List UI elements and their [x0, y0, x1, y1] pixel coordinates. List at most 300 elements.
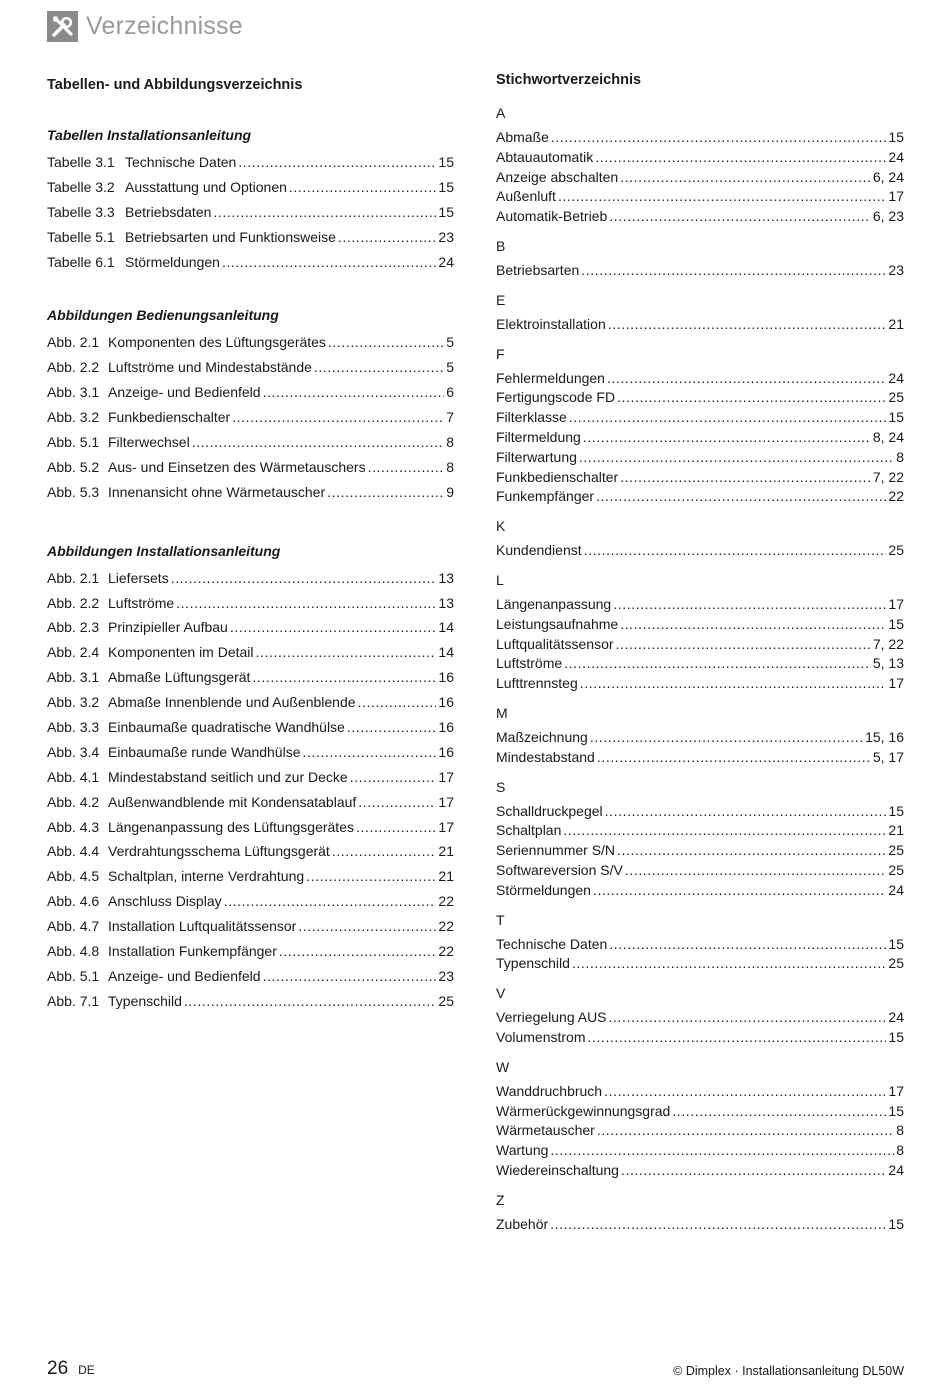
index-pages: 17	[888, 675, 904, 692]
toc-entry	[47, 175, 454, 200]
dot-leader	[314, 355, 444, 380]
index-entry	[496, 487, 904, 507]
index-entry	[496, 595, 904, 615]
entry-page: 24	[438, 253, 454, 270]
index-entry	[496, 128, 904, 148]
entry-title: Ausstattung und Optionen	[125, 178, 287, 195]
footer-page-info	[47, 1358, 95, 1380]
dot-leader	[350, 765, 437, 790]
index-letter: F	[496, 345, 505, 362]
index-pages: 21	[888, 822, 904, 839]
index-pages: 15, 16	[865, 728, 904, 745]
entry-title: Funkbedienschalter	[108, 409, 231, 426]
toc-entry	[47, 640, 454, 665]
entry-page: 21	[438, 868, 454, 885]
page-number: 26	[47, 1358, 69, 1379]
dot-leader	[368, 455, 445, 480]
entry-page: 7	[446, 409, 454, 426]
index-entry	[496, 728, 904, 748]
dot-leader	[298, 914, 436, 939]
index-entry	[496, 408, 904, 428]
entry-number: Tabelle 6.1	[47, 253, 115, 270]
entry-title: Anschluss Display	[108, 893, 222, 910]
dot-leader	[563, 821, 886, 841]
toc-entry	[47, 715, 454, 740]
entry-page: 16	[438, 694, 454, 711]
dot-leader	[597, 748, 871, 768]
entry-page: 17	[438, 793, 454, 810]
entry-number: Abb. 5.3	[47, 483, 100, 500]
index-entry	[496, 1161, 904, 1181]
entry-title: Komponenten des Lüftungsgerätes	[108, 334, 326, 351]
entry-number: Abb. 5.1	[47, 967, 100, 984]
index-group	[496, 1082, 904, 1181]
entry-page: 16	[438, 719, 454, 736]
toc-entry	[47, 480, 454, 505]
index-term: Leistungsaufnahme	[496, 615, 619, 632]
entry-title: Abmaße Innenblende und Außenblende	[108, 694, 356, 711]
index-pages: 5, 17	[872, 748, 904, 765]
index-term: Wärmetauscher	[496, 1122, 595, 1139]
entry-number: Tabelle 5.1	[47, 228, 115, 245]
toc-entry	[47, 839, 454, 864]
index-entry	[496, 187, 904, 207]
dot-leader	[338, 225, 437, 250]
dot-leader	[263, 964, 437, 989]
entry-number: Tabelle 3.1	[47, 154, 115, 170]
entry-page: 8	[446, 434, 454, 451]
index-pages: 15	[888, 615, 904, 632]
index-term: Längenanpassung	[496, 595, 612, 612]
index-entry	[496, 541, 904, 561]
entry-number: Abb. 4.1	[47, 768, 100, 785]
entry-title: Innenansicht ohne Wärmetauscher	[108, 483, 326, 500]
dot-leader	[332, 839, 437, 864]
index-term: Abmaße	[496, 129, 549, 145]
entry-title: Filterwechsel	[108, 434, 190, 451]
entry-title: Technische Daten	[125, 154, 237, 170]
index-pages: 17	[888, 595, 904, 612]
index-letter: E	[496, 291, 506, 308]
toc-entry	[47, 200, 454, 225]
entry-page: 17	[438, 768, 454, 785]
index-pages: 15	[888, 935, 904, 952]
dot-leader	[558, 187, 886, 207]
entry-page: 13	[438, 594, 454, 611]
index-pages: 21	[888, 315, 904, 332]
dot-leader	[609, 207, 871, 227]
dot-leader	[607, 369, 886, 389]
index-pages: 6, 24	[872, 168, 904, 185]
dot-leader	[222, 250, 436, 275]
index-letter: K	[496, 518, 506, 535]
index-pages: 24	[888, 1161, 904, 1178]
index-term: Verriegelung AUS	[496, 1009, 607, 1026]
index-term: Luftqualitätssensor	[496, 635, 614, 652]
entry-number: Abb. 2.1	[47, 569, 100, 586]
left-heading: Tabellen- und Abbildungsverzeichnis	[47, 77, 303, 93]
dot-leader	[597, 1121, 894, 1141]
entry-title: Komponenten im Detail	[108, 644, 254, 661]
dot-leader	[551, 128, 887, 148]
dot-leader	[596, 487, 886, 507]
entry-page: 16	[438, 669, 454, 686]
index-letter: W	[496, 1058, 510, 1075]
index-pages: 17	[888, 1082, 904, 1099]
dot-leader	[550, 1215, 886, 1235]
index-term: Störmeldungen	[496, 881, 591, 898]
index-entry	[496, 468, 904, 488]
dot-leader	[572, 954, 886, 974]
dot-leader	[617, 841, 886, 861]
entry-number: Abb. 5.2	[47, 458, 100, 475]
index-term: Funkempfänger	[496, 488, 595, 505]
index-letter: B	[496, 237, 506, 254]
index-term: Typenschild	[496, 955, 570, 972]
entry-page: 23	[438, 228, 454, 245]
index-pages: 8	[896, 448, 904, 465]
index-letter: V	[496, 985, 506, 1002]
dot-leader	[252, 665, 436, 690]
entry-title: Außenwandblende mit Kondensatablauf	[108, 793, 357, 810]
dot-leader	[328, 330, 444, 355]
entry-page: 15	[438, 154, 454, 170]
toc-entry	[47, 690, 454, 715]
index-term: Fehlermeldungen	[496, 369, 605, 386]
dot-leader	[230, 615, 437, 640]
entry-page: 16	[438, 743, 454, 760]
dot-leader	[587, 1028, 886, 1048]
entry-number: Abb. 2.1	[47, 334, 100, 351]
index-pages: 24	[888, 148, 904, 165]
entry-page: 15	[438, 203, 454, 220]
dot-leader	[595, 148, 886, 168]
entry-number: Abb. 7.1	[47, 992, 100, 1009]
dot-leader	[620, 468, 871, 488]
index-term: Luftströme	[496, 655, 563, 672]
index-pages: 7, 22	[872, 635, 904, 652]
entry-number: Abb. 3.1	[47, 384, 100, 401]
index-term: Anzeige abschalten	[496, 168, 619, 185]
dot-leader	[579, 448, 894, 468]
index-pages: 17	[888, 188, 904, 205]
entry-title: Aus- und Einsetzen des Wärmetauschers	[108, 458, 366, 475]
dot-leader	[347, 715, 437, 740]
index-entry	[496, 861, 904, 881]
entry-page: 21	[438, 843, 454, 860]
entry-number: Abb. 4.5	[47, 868, 100, 885]
entry-number: Abb. 3.4	[47, 743, 100, 760]
index-term: Wiedereinschaltung	[496, 1161, 619, 1178]
dot-leader	[192, 430, 445, 455]
index-group	[496, 728, 904, 768]
index-entry	[496, 388, 904, 408]
dot-leader	[358, 790, 436, 815]
dot-leader	[609, 1008, 887, 1028]
entry-title: Betriebsdaten	[125, 203, 212, 220]
toc-entry	[47, 430, 454, 455]
index-pages: 25	[888, 955, 904, 972]
index-term: Zubehör	[496, 1215, 549, 1232]
index-term: Mindestabstand	[496, 748, 595, 765]
dot-leader	[263, 380, 445, 405]
entry-number: Abb. 4.6	[47, 893, 100, 910]
index-entry	[496, 635, 904, 655]
dot-leader	[256, 640, 437, 665]
index-entry	[496, 841, 904, 861]
keyword-groups	[496, 98, 904, 1234]
entry-page: 23	[438, 967, 454, 984]
footer-copyright: © Dimplex · Installationsanleitung DL50W	[673, 1364, 904, 1378]
index-pages: 15	[888, 129, 904, 145]
dot-leader	[621, 1161, 886, 1181]
toc-entry	[47, 330, 454, 355]
entry-number: Abb. 4.4	[47, 843, 100, 860]
index-pages: 8	[896, 1122, 904, 1139]
index-entry	[496, 954, 904, 974]
entry-title: Störmeldungen	[125, 253, 220, 270]
entry-page: 6	[446, 384, 454, 401]
index-letter: S	[496, 778, 506, 795]
toc-entry	[47, 889, 454, 914]
figures-tables-index	[47, 77, 454, 1014]
index-group	[496, 369, 904, 508]
dot-leader	[580, 674, 887, 694]
index-term: Volumenstrom	[496, 1028, 586, 1045]
toc-entry	[47, 591, 454, 616]
index-term: Maßzeichnung	[496, 728, 588, 745]
toc-entry	[47, 740, 454, 765]
toc-entry	[47, 765, 454, 790]
dot-leader	[583, 428, 871, 448]
toc-entry	[47, 790, 454, 815]
index-pages: 8	[896, 1142, 904, 1159]
index-term: Technische Daten	[496, 935, 608, 952]
toc-entry	[47, 964, 454, 989]
index-entry	[496, 802, 904, 822]
index-group	[496, 1215, 904, 1235]
left-sections	[47, 127, 454, 1014]
dot-leader	[608, 315, 887, 335]
index-pages: 25	[888, 861, 904, 878]
entry-page: 14	[438, 619, 454, 636]
index-entry	[496, 168, 904, 188]
index-entry	[496, 207, 904, 227]
entry-page: 14	[438, 644, 454, 661]
entry-title: Verdrahtungsschema Lüftungsgerät	[108, 843, 330, 860]
entry-page: 5	[446, 334, 454, 351]
right-heading: Stichwortverzeichnis	[496, 72, 642, 88]
toc-entry	[47, 665, 454, 690]
entry-title: Abmaße Lüftungsgerät	[108, 669, 251, 686]
index-term: Funkbedienschalter	[496, 468, 619, 485]
entry-title: Typenschild	[108, 992, 182, 1009]
entry-title: Längenanpassung des Lüftungsgerätes	[108, 818, 354, 835]
index-term: Betriebsarten	[496, 261, 580, 278]
toc-entry	[47, 914, 454, 939]
index-entry	[496, 1141, 904, 1161]
toc-entry	[47, 150, 454, 175]
index-entry	[496, 935, 904, 955]
dot-leader	[184, 989, 436, 1014]
index-entry	[496, 148, 904, 168]
entry-title: Installation Luftqualitätssensor	[108, 918, 297, 935]
index-term: Abtauautomatik	[496, 148, 594, 165]
index-entry	[496, 1102, 904, 1122]
index-term: Wärmerückgewinnungsgrad	[496, 1102, 671, 1119]
toc-entry	[47, 615, 454, 640]
entry-number: Abb. 3.3	[47, 719, 100, 736]
dot-leader	[590, 728, 863, 748]
entry-page: 15	[438, 178, 454, 195]
section-heading: Abbildungen Installationsanleitung	[47, 542, 281, 559]
index-entry	[496, 1028, 904, 1048]
index-pages: 25	[888, 542, 904, 559]
index-term: Fertigungscode FD	[496, 389, 616, 406]
dot-leader	[176, 591, 436, 616]
entry-title: Schaltplan, interne Verdrahtung	[108, 868, 305, 885]
index-group	[496, 261, 904, 281]
index-entry	[496, 369, 904, 389]
dot-leader	[303, 740, 437, 765]
section-title: Verzeichnisse	[86, 11, 243, 40]
entry-number: Abb. 4.8	[47, 943, 100, 960]
page-header	[47, 10, 243, 42]
entry-page: 22	[438, 918, 454, 935]
index-pages: 15	[888, 802, 904, 819]
toc-entry	[47, 225, 454, 250]
index-pages: 5, 13	[872, 655, 904, 672]
entry-number: Abb. 5.1	[47, 434, 100, 451]
entry-title: Anzeige- und Bedienfeld	[108, 967, 261, 984]
keyword-index	[496, 72, 904, 1238]
index-term: Kundendienst	[496, 542, 582, 559]
dot-leader	[616, 635, 871, 655]
index-term: Filterwartung	[496, 448, 577, 465]
entry-title: Einbaumaße quadratische Wandhülse	[108, 719, 345, 736]
dot-leader	[593, 881, 886, 901]
entry-number: Abb. 3.2	[47, 409, 100, 426]
entry-page: 5	[446, 359, 454, 376]
index-term: Wartung	[496, 1142, 549, 1159]
index-letter: M	[496, 704, 508, 721]
index-entry	[496, 1121, 904, 1141]
dot-leader	[569, 408, 887, 428]
index-term: Automatik-Betrieb	[496, 208, 608, 225]
section-heading: Abbildungen Bedienungsanleitung	[47, 307, 279, 324]
dot-leader	[356, 815, 436, 840]
entry-page: 22	[438, 943, 454, 960]
dot-leader	[617, 388, 886, 408]
index-group	[496, 1008, 904, 1048]
dot-leader	[584, 541, 887, 561]
tools-icon	[47, 11, 78, 42]
index-entry	[496, 748, 904, 768]
dot-leader	[327, 480, 444, 505]
index-letter: T	[496, 911, 505, 928]
index-group	[496, 802, 904, 901]
entry-title: Luftströme	[108, 594, 175, 611]
entry-title: Betriebsarten und Funktionsweise	[125, 228, 336, 245]
index-term: Schaltplan	[496, 822, 562, 839]
index-entry	[496, 261, 904, 281]
index-term: Filtermeldung	[496, 428, 581, 445]
entry-page: 17	[438, 818, 454, 835]
dot-leader	[358, 690, 437, 715]
entry-title: Luftströme und Mindestabstände	[108, 359, 312, 376]
entry-page: 8	[446, 458, 454, 475]
entry-title: Einbaumaße runde Wandhülse	[108, 743, 301, 760]
index-entry	[496, 448, 904, 468]
index-term: Wanddruchbruch	[496, 1082, 603, 1099]
entry-title: Mindestabstand seitlich und zur Decke	[108, 768, 348, 785]
index-group	[496, 541, 904, 561]
index-pages: 15	[888, 1102, 904, 1119]
index-pages: 24	[888, 369, 904, 386]
dot-leader	[613, 595, 886, 615]
toc-entry	[47, 939, 454, 964]
toc-entry	[47, 405, 454, 430]
entry-number: Abb. 4.7	[47, 918, 100, 935]
index-pages: 6, 23	[872, 208, 904, 225]
dot-leader	[564, 654, 871, 674]
index-term: Seriennummer S/N	[496, 842, 616, 859]
index-entry	[496, 654, 904, 674]
index-pages: 15	[888, 1028, 904, 1045]
entry-page: 9	[446, 483, 454, 500]
index-pages: 7, 22	[872, 468, 904, 485]
section-heading: Tabellen Installationsanleitung	[47, 127, 252, 143]
entry-number: Abb. 2.4	[47, 644, 100, 661]
index-group	[496, 315, 904, 335]
index-letter: Z	[496, 1191, 505, 1208]
index-term: Softwareversion S/V	[496, 861, 623, 878]
index-pages: 22	[888, 488, 904, 505]
index-group	[496, 128, 904, 227]
index-entry	[496, 1215, 904, 1235]
dot-leader	[171, 566, 437, 591]
index-pages: 15	[888, 409, 904, 426]
index-pages: 23	[888, 261, 904, 278]
index-pages: 24	[888, 881, 904, 898]
dot-leader	[581, 261, 886, 281]
dot-leader	[625, 861, 887, 881]
entry-number: Abb. 3.1	[47, 669, 100, 686]
entry-title: Liefersets	[108, 569, 169, 586]
toc-entry	[47, 815, 454, 840]
index-pages: 24	[888, 1009, 904, 1026]
index-entry	[496, 881, 904, 901]
index-letter: A	[496, 105, 506, 121]
entry-number: Abb. 3.2	[47, 694, 100, 711]
index-entry	[496, 1082, 904, 1102]
dot-leader	[604, 1082, 886, 1102]
dot-leader	[550, 1141, 894, 1161]
toc-entry	[47, 864, 454, 889]
index-term: Filterklasse	[496, 409, 567, 426]
dot-leader	[620, 168, 871, 188]
entry-number: Tabelle 3.3	[47, 203, 115, 220]
entry-page: 22	[438, 893, 454, 910]
index-group	[496, 935, 904, 975]
toc-entry	[47, 989, 454, 1014]
index-pages: 25	[888, 842, 904, 859]
entry-title: Installation Funkempfänger	[108, 943, 277, 960]
dot-leader	[238, 150, 436, 175]
index-term: Außenluft	[496, 188, 556, 205]
index-term: Schalldruckpegel	[496, 802, 603, 819]
dot-leader	[289, 175, 437, 200]
